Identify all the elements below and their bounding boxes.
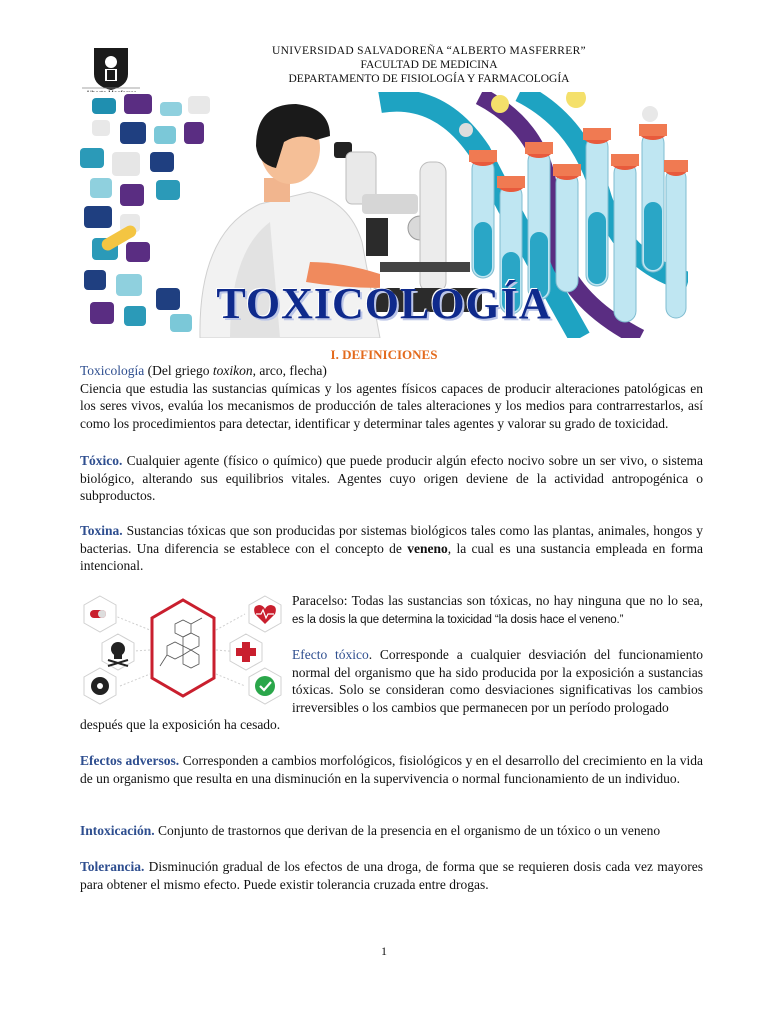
toxina-text-a: Sustancias tóxicas que son producidas por sistemas biológicos tales como las plantas, animales, hongos y bacterias. Una diferencia se establece con el concepto de [80, 523, 703, 556]
intoxicacion-text: Conjunto de trastornos que derivan de la presencia en el organismo de un tóxico o un veneno [154, 823, 661, 838]
document-header [150, 44, 708, 86]
banner-title: TOXICOLOGÍA [216, 279, 552, 328]
skull-icon [102, 634, 134, 670]
efecto-toxico-tail: después que la exposición ha cesado. [80, 717, 281, 732]
paracelso-text-b: es la dosis la que determina la toxicidad “la dosis hace el veneno.” [292, 613, 624, 626]
toxico-text: Cualquier agente (físico o químico) que puede producir algún efecto nocivo sobre un ser vivo, o sistema biológico, alterando sus equilibrios vitales. Agentes cuyo origen deviene de la actividad antropogénica o subproductos. [80, 453, 703, 504]
paracelso-text-a: Paracelso: Todas las sustancias son tóxicas, no hay ninguna que no lo sea, [292, 593, 703, 608]
section-heading: I. DEFINICIONES [330, 347, 438, 362]
faculty-name: FACULTAD DE MEDICINA [360, 59, 498, 71]
definition-intoxicacion [80, 822, 703, 840]
university-name: UNIVERSIDAD SALVADOREÑA “ALBERTO MASFERRER” [272, 45, 586, 57]
university-logo [80, 46, 142, 96]
term-toxina: Toxina. [80, 523, 123, 538]
definition-tolerancia [80, 858, 703, 893]
check-icon [249, 668, 281, 704]
etymology-word: toxikon [212, 363, 253, 378]
page-number: 1 [381, 944, 387, 958]
biohazard-icon [84, 668, 116, 704]
toxicologia-text: Ciencia que estudia las sustancias químicas y los agentes físicos capaces de producir alteraciones patológicas en los seres vivos, evalúa los mecanismos de producción de tales alteraciones y los medios para contrarrestarlos, así como los procedimientos para detectar, identificar y determinar tales agentes y valorar su grado de toxicidad. [80, 380, 703, 431]
department-name: DEPARTAMENTO DE FISIOLOGÍA Y FARMACOLOGÍA [288, 73, 570, 85]
efecto-toxico-text: . Corresponde a cualquier desviación del funcionamiento normal del organismo que ha sido producida por la exposición a sustancias tóxicas. Solo se consideran como desviaciones significativas los cambios irreversibles o los cambios que permanecen por un período prologado [292, 647, 703, 715]
definition-toxicologia [80, 362, 703, 432]
definition-efecto-toxico [292, 646, 703, 716]
efectos-adversos-text: Corresponden a cambios morfológicos, fisiológicos y en el desarrollo del crecimiento en la vida de un organismo que resulta en una disminución en la supervivencia o normal funcionamiento de un individuo. [80, 753, 703, 786]
definition-efectos-adversos [80, 752, 703, 787]
etymology-prefix: (Del griego [144, 363, 213, 378]
term-tolerancia: Tolerancia. [80, 859, 145, 874]
term-intoxicacion: Intoxicación. [80, 823, 155, 838]
tolerancia-text: Disminución gradual de los efectos de una droga, de forma que se requieren dosis cada vez mayores para obtener el mismo efecto. Puede existir tolerancia cruzada entre drogas. [80, 859, 703, 892]
term-toxicologia: Toxicología [80, 363, 145, 378]
term-efectos-adversos: Efectos adversos. [80, 753, 180, 768]
term-toxico: Tóxico. [80, 453, 123, 468]
pills-icon [84, 596, 116, 632]
toxina-bold-word: veneno [407, 540, 448, 556]
hazard-icons-illustration [80, 594, 285, 706]
etymology-suffix: , arco, flecha) [252, 363, 327, 378]
toxina-text-b: , la cual es una sustancia empleada en forma intencional. [80, 540, 703, 574]
banner-illustration [80, 92, 688, 338]
definition-toxina [80, 522, 703, 575]
medical-cross-icon [230, 634, 262, 670]
paracelso-quote [292, 592, 703, 629]
heart-monitor-icon [249, 596, 281, 632]
term-efecto-toxico: Efecto tóxico [292, 647, 369, 662]
definition-toxico [80, 452, 703, 505]
